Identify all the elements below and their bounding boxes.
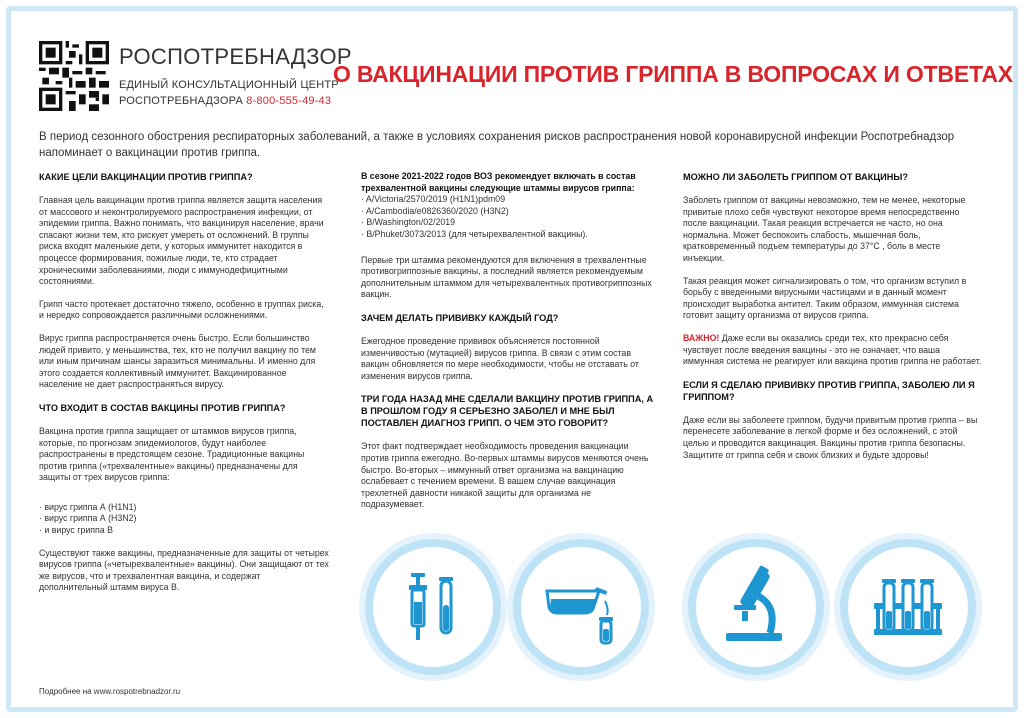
- list-item: · B/Phuket/3073/2013 (для четырехвалентной вакцины).: [361, 228, 588, 239]
- answer-paragraph: Ежегодное проведение прививок объясняется постоянной изменчивостью (мутацией) вирусов гриппа. В связи с этим состав вакцин обновляется по мере необходимости, чтобы не отставать от изменения вирусов гриппа.: [361, 335, 639, 381]
- question-heading: КАКИЕ ЦЕЛИ ВАКЦИНАЦИИ ПРОТИВ ГРИППА?: [39, 172, 253, 182]
- agency-label: РОСПОТРЕБНАДЗОРА: [119, 95, 243, 107]
- syringe-test-tube-icon: [373, 547, 493, 667]
- column-1: [39, 171, 329, 605]
- list-item: · B/Washington/02/2019: [361, 217, 456, 228]
- question-heading: ЧТО ВХОДИТ В СОСТАВ ВАКЦИНЫ ПРОТИВ ГРИППА?: [39, 402, 286, 413]
- microscope-icon: [696, 547, 816, 667]
- hotline-phone[interactable]: 8-800-555-49-43: [246, 95, 332, 107]
- question-heading: ТРИ ГОДА НАЗАД МНЕ СДЕЛАЛИ ВАКЦИНУ ПРОТИВ ГРИППА, А В ПРОШЛОМ ГОДУ Я СЕРЬЕЗНО ЗАБОЛЕЛ И МНЕ БЫЛ ПОСТАВЛЕН ДИАГНОЗ ГРИПП. О ЧЕМ ЭТО ГОВОРИТ?: [361, 394, 654, 429]
- answer-paragraph: Существуют также вакцины, предназначенные для защиты от четырех вирусов гриппа («четырехвалентные» вакцины). Они защищают от тех же вирусов, что и трехвалентная вакцина, и содержат дополнительный штамм вируса В.: [39, 547, 329, 593]
- answer-paragraph: Главная цель вакцинации против гриппа является защита населения от массового и неконтролируемого распространения инфекции, от эпидемии гриппа. Важно понимать, что вакцинируя население, врачи спасают жизни тем, кто рискует умереть от осложнений. В группы риска входят маленькие дети, у которых иммунитет находится в процессе формирования, пожилые люди, те, кто страдает хроническими заболеваниями, люди с иммунодефицитными состояниями.: [39, 195, 324, 287]
- who-recommendation-heading: В сезоне 2021-2022 годов ВОЗ рекомендует включать в состав трехвалентной вакцины следующие штаммы вирусов гриппа:: [361, 171, 636, 193]
- list-item: · вирус гриппа А (H3N2): [39, 513, 137, 524]
- consult-center-label: ЕДИНЫЙ КОНСУЛЬТАЦИОННЫЙ ЦЕНТР: [119, 79, 339, 91]
- consult-center-phone-line: [119, 95, 331, 107]
- column-2: [361, 171, 656, 522]
- important-text: Даже если вы оказались среди тех, кто прекрасно себя чувствует после введения вакцины - это не означает, что ваша иммунная система не реагирует или вакцина против гриппа не работает.: [683, 332, 982, 367]
- question-heading: ЕСЛИ Я СДЕЛАЮ ПРИВИВКУ ПРОТИВ ГРИППА, ЗАБОЛЕЮ ЛИ Я ГРИППОМ?: [683, 379, 975, 402]
- important-paragraph: [683, 333, 983, 368]
- answer-paragraph: Даже если вы заболеете гриппом, будучи привитым против гриппа – вы перенесете заболевание в легкой форме и без осложнений, с этой целью и проводится вакцинация. Вакцины против гриппа безопасны. Защитите от гриппа себя и своих близких и будьте здоровы!: [683, 414, 978, 460]
- column-3: [683, 171, 983, 472]
- answer-paragraph: Вирус гриппа распространяется очень быстро. Если большинство людей привито, у меньшинства, тех, кто не получил вакцину по тем или иным причинам шансы заразиться минимальны. И именно для этого создается коллективный иммунитет. Вакцинированное население не дает распространяться вирусу.: [39, 332, 316, 390]
- intro-paragraph: В период сезонного обострения респираторных заболеваний, а также в условиях сохранения рисков распространения новой коронавирусной инфекции Роспотребнадзор напоминает о вакцинации против гриппа.: [39, 131, 955, 159]
- brand-name: РОСПОТРЕБНАДЗОР: [119, 44, 352, 69]
- list-item: · A/Victoria/2570/2019 (H1N1)pdm09: [361, 194, 506, 205]
- list-item: · и вирус гриппа В: [39, 525, 114, 536]
- who-strain-list: [361, 194, 656, 240]
- beaker-pour-icon: [521, 547, 641, 667]
- answer-paragraph: Этот факт подтверждает необходимость проведения вакцинации против гриппа ежегодно. Во-первых штаммы вирусов меняются очень быстро. Во-вторых – иммунный ответ организма на вакцинацию ослабевает с течением времени. В вашем случае вакцинация трехлетней давности никакой защиты для организма не подразумевает.: [361, 441, 649, 510]
- important-label: ВАЖНО!: [683, 332, 720, 343]
- answer-paragraph: Такая реакция может сигнализировать о том, что организм вступил в борьбу с введенными вирусными частицами и в данный момент происходит выработка антител. Таким образом, иммунная система готовит защиту организма от вирусов гриппа.: [683, 275, 967, 321]
- strain-list: [39, 502, 329, 537]
- poster-frame: [6, 6, 1018, 712]
- answer-paragraph: Заболеть гриппом от вакцины невозможно, тем не менее, некоторые привитые плохо себя чувствуют некоторое время непосредственно после вакцинации. Такая реакция встречается не часто, но она нормальна. Может беспокоить слабость, мышечная боль, кратковременный подъем температуры до 37°С , боль в месте инъекции.: [683, 195, 966, 263]
- list-item: · A/Cambodia/e0826360/2020 (H3N2): [361, 205, 509, 216]
- answer-paragraph: Грипп часто протекает достаточно тяжело, особенно в группах риска, и нередко сопровождается различными осложнениями.: [39, 298, 324, 321]
- list-item: · вирус гриппа А (H1N1): [39, 501, 137, 512]
- test-tube-rack-icon: [848, 547, 968, 667]
- page-title: О ВАКЦИНАЦИИ ПРОТИВ ГРИППА В ВОПРОСАХ И ОТВЕТАХ: [333, 61, 1013, 87]
- answer-paragraph: Первые три штамма рекомендуются для включения в трехвалентные противогриппозные вакцины, а последний является рекомендуемым дополнительным штаммом для четырехвалентных противогриппозных вакцин.: [361, 254, 652, 300]
- footer-more-info-link[interactable]: Подробнее на www.rospotrebnadzor.ru: [39, 687, 181, 696]
- answer-paragraph: Вакцина против гриппа защищает от штаммов вирусов гриппа, которые, по прогнозам эпидемиологов, будут наиболее распространены в предстоящем сезоне. Традиционные вакцины против гриппа («трехвалентные» вакцины) предназначены для защиты от трех вирусов гриппа:: [39, 425, 305, 483]
- qr-code-icon: [39, 41, 109, 111]
- question-heading: ЗАЧЕМ ДЕЛАТЬ ПРИВИВКУ КАЖДЫЙ ГОД?: [361, 312, 559, 323]
- question-heading: МОЖНО ЛИ ЗАБОЛЕТЬ ГРИППОМ ОТ ВАКЦИНЫ?: [683, 172, 908, 182]
